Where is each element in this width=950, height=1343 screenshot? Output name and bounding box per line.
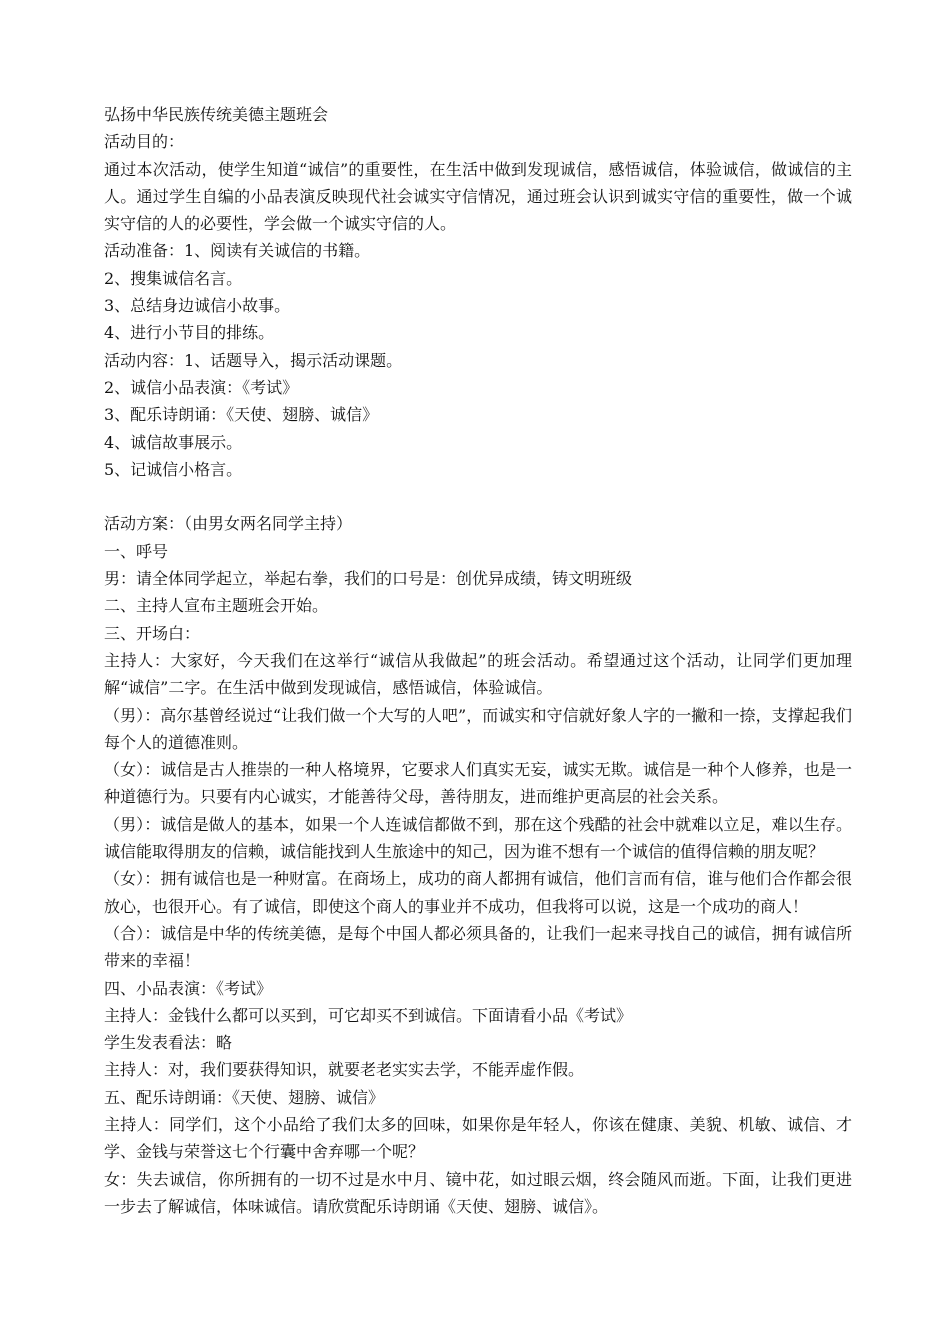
paragraph: 活动内容：1、话题导入，揭示活动课题。: [104, 350, 403, 370]
document-title: 弘扬中华民族传统美德主题班会: [104, 105, 329, 124]
paragraph: （女）：诚信是古人推崇的一种人格境界，它要求人们真实无妄，诚实无欺。诚信是一种个人修养，也是一种道德行为。只要有内心诚实，才能善待父母，善待朋友，进而维护更高层的社会关系。: [104, 760, 852, 807]
paragraph: 活动准备：1、阅读有关诚信的书籍。: [104, 241, 371, 261]
paragraph: 2、诚信小品表演：《考试》: [104, 377, 299, 397]
paragraph: 三、开场白：: [104, 623, 201, 643]
paragraph: 一、呼号: [104, 541, 169, 561]
paragraph: （男）：高尔基曾经说过“让我们做一个大写的人吧”，而诚实和守信就好象人字的一撇和一捺，支撑起我们每个人的道德准则。: [104, 705, 852, 752]
paragraph: 四、小品表演：《考试》: [104, 978, 273, 998]
paragraph: 活动目的：: [104, 132, 185, 152]
paragraph: （合）：诚信是中华的传统美德，是每个中国人都必须具备的，让我们一起来寻找自己的诚信，拥有诚信所带来的幸福！: [104, 923, 852, 971]
paragraph: 3、总结身边诚信小故事。: [104, 296, 291, 316]
paragraph: 主持人：大家好，今天我们在这举行“诚信从我做起”的班会活动。希望通过这个活动，让同学们更加理解“诚信”二字。在生活中做到发现诚信，感悟诚信，体验诚信。: [104, 650, 852, 698]
paragraph: 五、配乐诗朗诵：《天使、翅膀、诚信》: [104, 1087, 385, 1107]
paragraph: 主持人：对，我们要获得知识，就要老老实实去学，不能弄虚作假。: [104, 1060, 585, 1080]
paragraph: 主持人：金钱什么都可以买到，可它却买不到诚信。下面请看小品《考试》: [104, 1005, 633, 1025]
paragraph: 4、诚信故事展示。: [104, 432, 243, 452]
paragraph: 女：失去诚信，你所拥有的一切不过是水中月、镜中花，如过眼云烟，终会随风而逝。下面，让我们更进一步去了解诚信，体味诚信。请欣赏配乐诗朗诵《天使、翅膀、诚信》。: [104, 1169, 852, 1216]
paragraph: 男：请全体同学起立，举起右拳，我们的口号是：创优异成绩，铸文明班级: [104, 569, 633, 589]
paragraph: 主持人：同学们，这个小品给了我们太多的回味，如果你是年轻人，你该在健康、美貌、机敏、诚信、才学、金钱与荣誉这七个行囊中舍弃哪一个呢？: [104, 1114, 852, 1162]
paragraph: 2、搜集诚信名言。: [104, 268, 243, 288]
paragraph: 4、进行小节目的排练。: [104, 323, 275, 343]
document-page: [104, 101, 852, 1220]
paragraph: 学生发表看法：略: [104, 1033, 233, 1053]
paragraph: 3、配乐诗朗诵：《天使、翅膀、诚信》: [104, 405, 379, 425]
blank-line: [104, 483, 852, 510]
paragraph: 二、主持人宣布主题班会开始。: [104, 596, 329, 616]
paragraph: （女）：拥有诚信也是一种财富。在商场上，成功的商人都拥有诚信，他们言而有信，谁与他们合作都会很放心，也很开心。有了诚信，即使这个商人的事业并不成功，但我将可以说，这是一个成功的商人！: [104, 869, 852, 916]
paragraph: 活动方案：（由男女两名同学主持）: [104, 514, 353, 534]
paragraph: （男）：诚信是做人的基本，如果一个人连诚信都做不到，那在这个残酷的社会中就难以立足，难以生存。诚信能取得朋友的信赖，诚信能找到人生旅途中的知己，因为谁不想有一个诚信的值得信赖的朋友呢？: [104, 814, 852, 862]
paragraph: 通过本次活动，使学生知道“诚信”的重要性，在生活中做到发现诚信，感悟诚信，体验诚信，做诚信的主人。通过学生自编的小品表演反映现代社会诚实守信情况，通过班会认识到诚实守信的重要性，做一个诚实守信的人的必要性，学会做一个诚实守信的人。: [104, 159, 852, 234]
paragraph: 5、记诚信小格言。: [104, 459, 243, 479]
